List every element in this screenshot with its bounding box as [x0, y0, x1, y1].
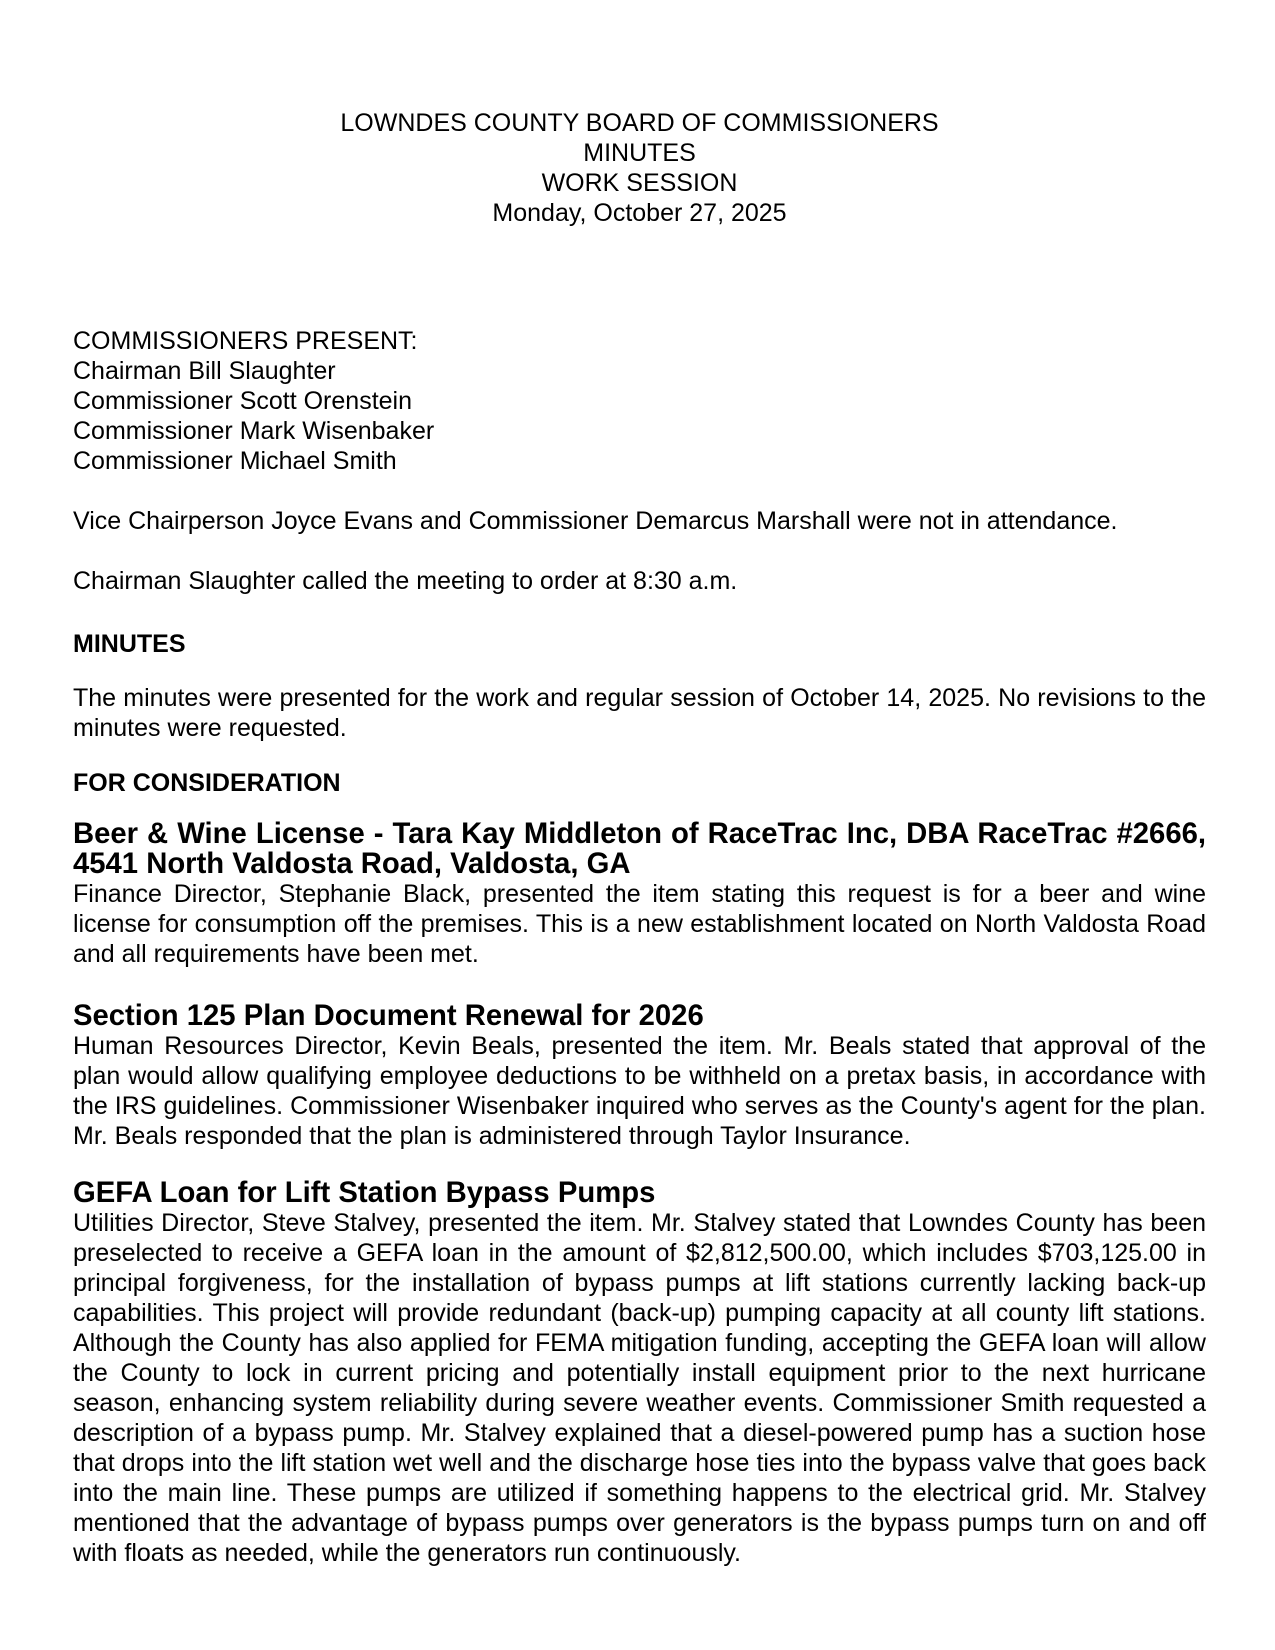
- minutes-section-body: The minutes were presented for the work and regular session of October 14, 2025. No revisions to the minutes were requested.: [73, 684, 1206, 742]
- agenda-item-beer-wine-license: [73, 819, 1206, 969]
- title-organization: LOWNDES COUNTY BOARD OF COMMISSIONERS: [340, 109, 939, 137]
- call-to-order-note: Chairman Slaughter called the meeting to order at 8:30 a.m.: [73, 567, 738, 595]
- agenda-item-section-125-plan: [73, 1001, 1206, 1151]
- title-date: Monday, October 27, 2025: [492, 199, 787, 227]
- document-title-block: [73, 108, 1206, 228]
- agenda-item-title: Beer & Wine License - Tara Kay Middleton of RaceTrac Inc, DBA RaceTrac #2666, 4541 North Valdosta Road, Valdosta, GA: [73, 818, 1206, 880]
- commissioner-name: Commissioner Michael Smith: [73, 447, 397, 475]
- attendance-heading: COMMISSIONERS PRESENT:: [73, 327, 418, 355]
- agenda-item-title: Section 125 Plan Document Renewal for 2026: [73, 1000, 704, 1032]
- agenda-item-body: Utilities Director, Steve Stalvey, presented the item. Mr. Stalvey stated that Lowndes County has been preselected to receive a GEFA loan in the amount of $2,812,500.00, which includes $703,125.00 in principal forgiveness, for the installation of bypass pumps at lift stations currently lacking back-up capabilities. This project will provide redundant (back-up) pumping capacity at all county lift stations. Although the County has also applied for FEMA mitigation funding, accepting the GEFA loan will allow the County to lock in current pricing and potentially install equipment prior to the next hurricane season, enhancing system reliability during severe weather events. Commissioner Smith requested a description of a bypass pump. Mr. Stalvey explained that a diesel-powered pump has a suction hose that drops into the lift station wet well and the discharge hose ties into the bypass valve that goes back into the main line. These pumps are utilized if something happens to the electrical grid. Mr. Stalvey mentioned that the advantage of bypass pumps over generators is the bypass pumps turn on and off with floats as needed, while the generators run continuously.: [73, 1209, 1206, 1567]
- commissioner-name: Commissioner Scott Orenstein: [73, 387, 413, 415]
- attendance-section: [73, 326, 1206, 476]
- agenda-item-body: Finance Director, Stephanie Black, presented the item stating this request is for a beer and wine license for consumption off the premises. This is a new establishment located on North Valdosta Road and all requirements have been met.: [73, 880, 1206, 968]
- commissioner-name: Chairman Bill Slaughter: [73, 357, 336, 385]
- absence-note: Vice Chairperson Joyce Evans and Commissioner Demarcus Marshall were not in attendance.: [73, 507, 1118, 535]
- document-column: [73, 108, 1206, 1568]
- minutes-section-heading: MINUTES: [73, 630, 186, 658]
- for-consideration-heading: FOR CONSIDERATION: [73, 769, 341, 797]
- title-document-type: MINUTES: [583, 139, 696, 167]
- commissioner-name: Commissioner Mark Wisenbaker: [73, 417, 435, 445]
- agenda-item-body: Human Resources Director, Kevin Beals, presented the item. Mr. Beals stated that approval of the plan would allow qualifying employee deductions to be withheld on a pretax basis, in accordance with the IRS guidelines. Commissioner Wisenbaker inquired who serves as the County's agent for the plan. Mr. Beals responded that the plan is administered through Taylor Insurance.: [73, 1032, 1206, 1150]
- agenda-item-gefa-loan: [73, 1178, 1206, 1568]
- agenda-item-title: GEFA Loan for Lift Station Bypass Pumps: [73, 1177, 656, 1209]
- title-session-type: WORK SESSION: [541, 169, 738, 197]
